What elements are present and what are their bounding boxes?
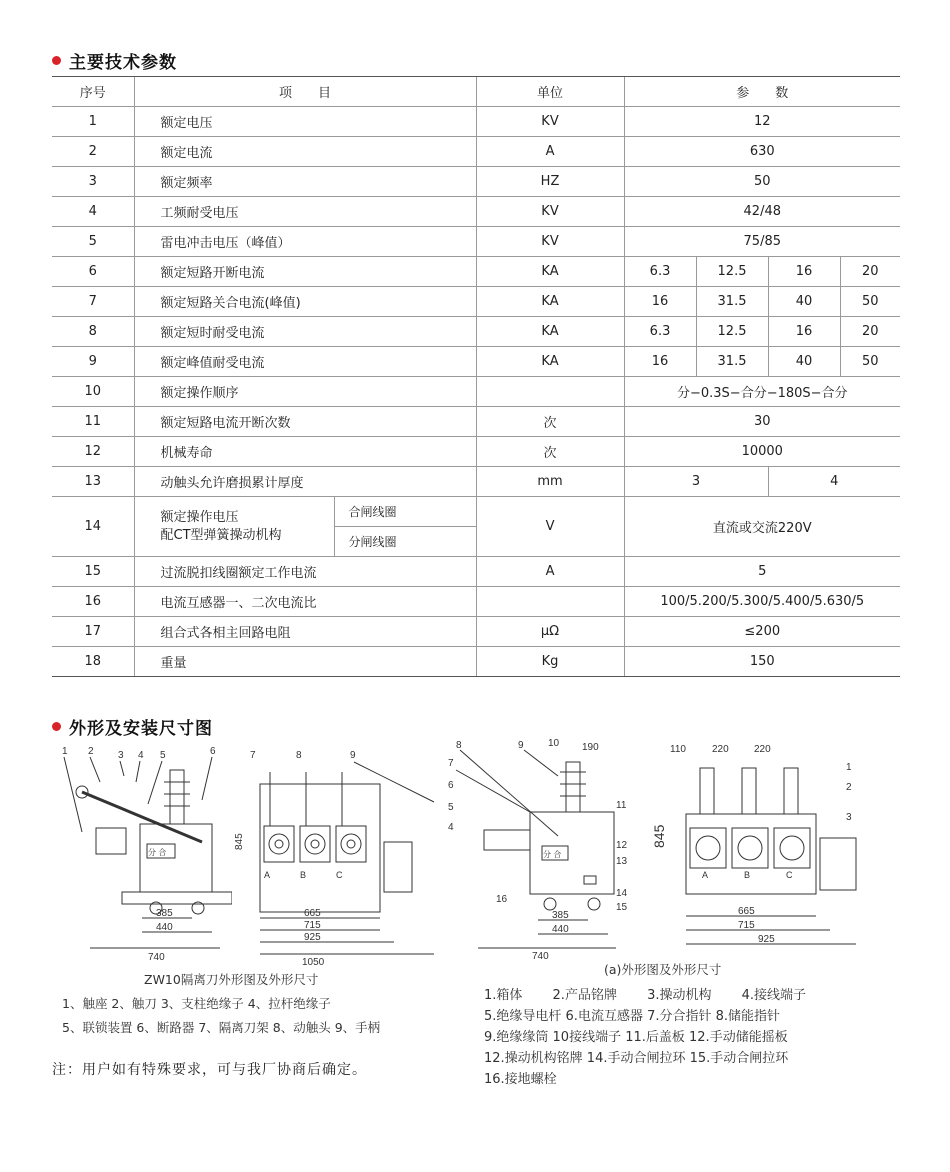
row-no: 18	[52, 647, 134, 677]
table-row	[52, 317, 900, 347]
row-value-cell: 3	[624, 467, 768, 497]
callout-1: 1	[62, 746, 68, 757]
row-unit: mm	[476, 467, 624, 497]
table-row	[52, 257, 900, 287]
row-value-cell: 50	[840, 287, 900, 317]
dim-715: 715	[738, 920, 755, 931]
row-unit: KV	[476, 197, 624, 227]
callout-1: 1	[846, 762, 852, 773]
row-no: 14	[52, 497, 134, 557]
header-no: 序号	[52, 77, 134, 107]
callout-11: 11	[616, 800, 627, 811]
row-item: 额定短路关合电流(峰值)	[134, 287, 476, 317]
row-unit: Kg	[476, 647, 624, 677]
row-unit: 次	[476, 407, 624, 437]
row-no: 1	[52, 107, 134, 137]
dim-715: 715	[304, 920, 321, 931]
table-row	[52, 197, 900, 227]
row-no: 10	[52, 377, 134, 407]
row-item: 工频耐受电压	[134, 197, 476, 227]
row-value-cell: 4	[768, 467, 900, 497]
row-unit: KA	[476, 317, 624, 347]
row-item: 额定峰值耐受电流	[134, 347, 476, 377]
legend-right-line-2: 5.绝缘导电杆 6.电流互感器 7.分合指针 8.储能指针	[484, 1009, 781, 1024]
row-value-cell: 16	[624, 287, 696, 317]
row-value-cell: 40	[768, 287, 840, 317]
isolator-side-view-drawing	[52, 742, 232, 967]
phase-c: C	[786, 870, 793, 880]
table-row	[52, 107, 900, 137]
row-sub-1: 合闸线圈	[334, 497, 476, 527]
dim-440: 440	[552, 924, 569, 935]
row-no: 5	[52, 227, 134, 257]
row-value: 630	[624, 137, 900, 167]
callout-6: 6	[448, 780, 454, 791]
row-unit: A	[476, 137, 624, 167]
row-value: 12	[624, 107, 900, 137]
row-unit: A	[476, 557, 624, 587]
table-header-row	[52, 77, 900, 107]
section-title-text: 主要技术参数	[69, 53, 177, 73]
table-row	[52, 347, 900, 377]
dim-190: 190	[582, 742, 599, 753]
row-item: 额定电流	[134, 137, 476, 167]
row-value: 10000	[624, 437, 900, 467]
callout-7: 7	[250, 750, 256, 761]
table-row	[52, 587, 900, 617]
row-no: 15	[52, 557, 134, 587]
callout-5: 5	[448, 802, 454, 813]
row-item: 额定短时耐受电流	[134, 317, 476, 347]
row-item: 动触头允许磨损累计厚度	[134, 467, 476, 497]
row-value-cell: 31.5	[696, 287, 768, 317]
row-no: 11	[52, 407, 134, 437]
table-row	[52, 437, 900, 467]
row-value: 75/85	[624, 227, 900, 257]
row-item: 过流脱扣线圈额定工作电流	[134, 557, 476, 587]
dim-440: 440	[156, 922, 173, 933]
row-value: 30	[624, 407, 900, 437]
row-item-line-2: 配CT型弹簧操动机构	[160, 527, 282, 543]
callout-8: 8	[456, 740, 462, 751]
row-value-cell: 16	[768, 257, 840, 287]
row-unit: KA	[476, 257, 624, 287]
table-row	[52, 167, 900, 197]
callout-7: 7	[448, 758, 454, 769]
legend-left-line-2: 5、联锁装置 6、断路器 7、隔离刀架 8、动触头 9、手柄	[62, 1020, 381, 1035]
bullet-dot-icon	[52, 722, 61, 731]
row-value: 100/5.200/5.300/5.400/5.630/5	[624, 587, 900, 617]
callout-4: 4	[448, 822, 454, 833]
dim-925: 925	[758, 934, 775, 945]
row-value: 42/48	[624, 197, 900, 227]
row-value-cell: 40	[768, 347, 840, 377]
row-unit: 次	[476, 437, 624, 467]
phase-a: A	[264, 870, 271, 880]
height-845: 845	[234, 833, 245, 850]
row-item-line-1: 额定操作电压	[160, 509, 239, 525]
dim-385: 385	[156, 908, 173, 919]
callout-10: 10	[548, 738, 560, 749]
legend-left-line-1: 1、触座 2、触刀 3、支柱绝缘子 4、拉杆绝缘子	[62, 996, 331, 1011]
row-item: 电流互感器一、二次电流比	[134, 587, 476, 617]
row-value: 150	[624, 647, 900, 677]
row-value-cell: 6.3	[624, 257, 696, 287]
header-item: 项 目	[134, 77, 476, 107]
dim-220-b: 220	[754, 744, 771, 755]
table-row	[52, 647, 900, 677]
row-unit: V	[476, 497, 624, 557]
row-unit: μΩ	[476, 617, 624, 647]
section-title-text: 外形及安装尺寸图	[69, 719, 213, 739]
row-item: 机械寿命	[134, 437, 476, 467]
row-no: 6	[52, 257, 134, 287]
row-value-cell: 12.5	[696, 317, 768, 347]
table-row	[52, 497, 900, 527]
row-value: ≤200	[624, 617, 900, 647]
callout-2: 2	[846, 782, 852, 793]
row-no: 8	[52, 317, 134, 347]
row-no: 12	[52, 437, 134, 467]
dim-1050: 1050	[302, 957, 325, 967]
breaker-side-view-drawing	[448, 736, 644, 961]
section-title-specs	[52, 48, 177, 73]
row-unit	[476, 587, 624, 617]
row-unit: HZ	[476, 167, 624, 197]
row-item: 重量	[134, 647, 476, 677]
bullet-dot-icon	[52, 56, 61, 65]
row-item: 组合式各相主回路电阻	[134, 617, 476, 647]
callout-15: 15	[616, 902, 628, 913]
dim-665: 665	[304, 908, 321, 919]
row-value-cell: 12.5	[696, 257, 768, 287]
callout-8: 8	[296, 750, 302, 761]
section-title-dimensions	[52, 714, 213, 739]
row-value: 5	[624, 557, 900, 587]
table-row	[52, 407, 900, 437]
callout-4: 4	[138, 750, 144, 761]
row-unit: KA	[476, 287, 624, 317]
phase-c: C	[336, 870, 343, 880]
callout-9: 9	[350, 750, 356, 761]
row-no: 7	[52, 287, 134, 317]
phase-a: A	[702, 870, 709, 880]
row-item: 额定频率	[134, 167, 476, 197]
row-value: 分−0.3S−合分−180S−合分	[624, 377, 900, 407]
row-no: 17	[52, 617, 134, 647]
caption-left: ZW10隔离刀外形图及外形尺寸	[144, 972, 319, 987]
header-param: 参 数	[624, 77, 900, 107]
table-row	[52, 227, 900, 257]
row-item: 雷电冲击电压（峰值）	[134, 227, 476, 257]
row-value-cell: 20	[840, 257, 900, 287]
table-row	[52, 617, 900, 647]
table-row	[52, 467, 900, 497]
callout-3: 3	[846, 812, 852, 823]
row-value: 50	[624, 167, 900, 197]
row-no: 4	[52, 197, 134, 227]
height-845: 845	[651, 824, 667, 848]
row-item: 额定短路开断电流	[134, 257, 476, 287]
callout-16: 16	[496, 894, 508, 905]
callout-5: 5	[160, 750, 166, 761]
row-item	[134, 497, 334, 557]
dim-110: 110	[670, 744, 686, 755]
legend-right-line-4: 12.操动机构铭牌 14.手动合闸拉环 15.手动合闸拉环	[484, 1051, 789, 1066]
dim-665: 665	[738, 906, 755, 917]
row-no: 9	[52, 347, 134, 377]
row-item: 额定电压	[134, 107, 476, 137]
row-value-cell: 16	[768, 317, 840, 347]
row-value-cell: 50	[840, 347, 900, 377]
row-no: 13	[52, 467, 134, 497]
legend-right-line-3: 9.绝缘缘筒 10接线端子 11.后盖板 12.手动储能摇板	[484, 1030, 788, 1045]
phase-b: B	[744, 870, 751, 880]
table-row	[52, 377, 900, 407]
panel-text: 分 合	[148, 848, 167, 857]
dim-220-a: 220	[712, 744, 729, 755]
isolator-front-view-drawing	[234, 742, 440, 967]
callout-6: 6	[210, 746, 216, 757]
panel-text: 分 合	[543, 850, 562, 859]
dim-740: 740	[532, 951, 549, 961]
row-item: 额定操作顺序	[134, 377, 476, 407]
breaker-front-view-drawing	[650, 740, 862, 950]
row-value-cell: 16	[624, 347, 696, 377]
dim-925: 925	[304, 932, 321, 943]
row-no: 16	[52, 587, 134, 617]
phase-b: B	[300, 870, 307, 880]
row-sub-2: 分闸线圈	[334, 527, 476, 557]
table-row	[52, 287, 900, 317]
callout-2: 2	[88, 746, 94, 757]
legend-right-line-1: 1.箱体 2.产品铭牌 3.操动机构 4.接线端子	[484, 988, 807, 1003]
row-value: 直流或交流220V	[624, 497, 900, 557]
spec-table	[52, 76, 900, 677]
dim-740: 740	[148, 952, 165, 963]
row-unit: KV	[476, 107, 624, 137]
header-unit: 单位	[476, 77, 624, 107]
row-unit	[476, 377, 624, 407]
row-unit: KA	[476, 347, 624, 377]
table-row	[52, 137, 900, 167]
caption-right: (a)外形图及外形尺寸	[604, 962, 722, 977]
dim-385: 385	[552, 910, 569, 921]
callout-14: 14	[616, 888, 628, 899]
row-value-cell: 31.5	[696, 347, 768, 377]
row-value-cell: 20	[840, 317, 900, 347]
row-value-cell: 6.3	[624, 317, 696, 347]
footnote: 注：用户如有特殊要求，可与我厂协商后确定。	[52, 1062, 367, 1078]
callout-9: 9	[518, 740, 524, 751]
legend-right-line-5: 16.接地螺栓	[484, 1072, 557, 1087]
table-row	[52, 557, 900, 587]
row-no: 2	[52, 137, 134, 167]
callout-3: 3	[118, 750, 124, 761]
row-unit: KV	[476, 227, 624, 257]
callout-12: 12	[616, 840, 628, 851]
row-no: 3	[52, 167, 134, 197]
row-item: 额定短路电流开断次数	[134, 407, 476, 437]
callout-13: 13	[616, 856, 628, 867]
